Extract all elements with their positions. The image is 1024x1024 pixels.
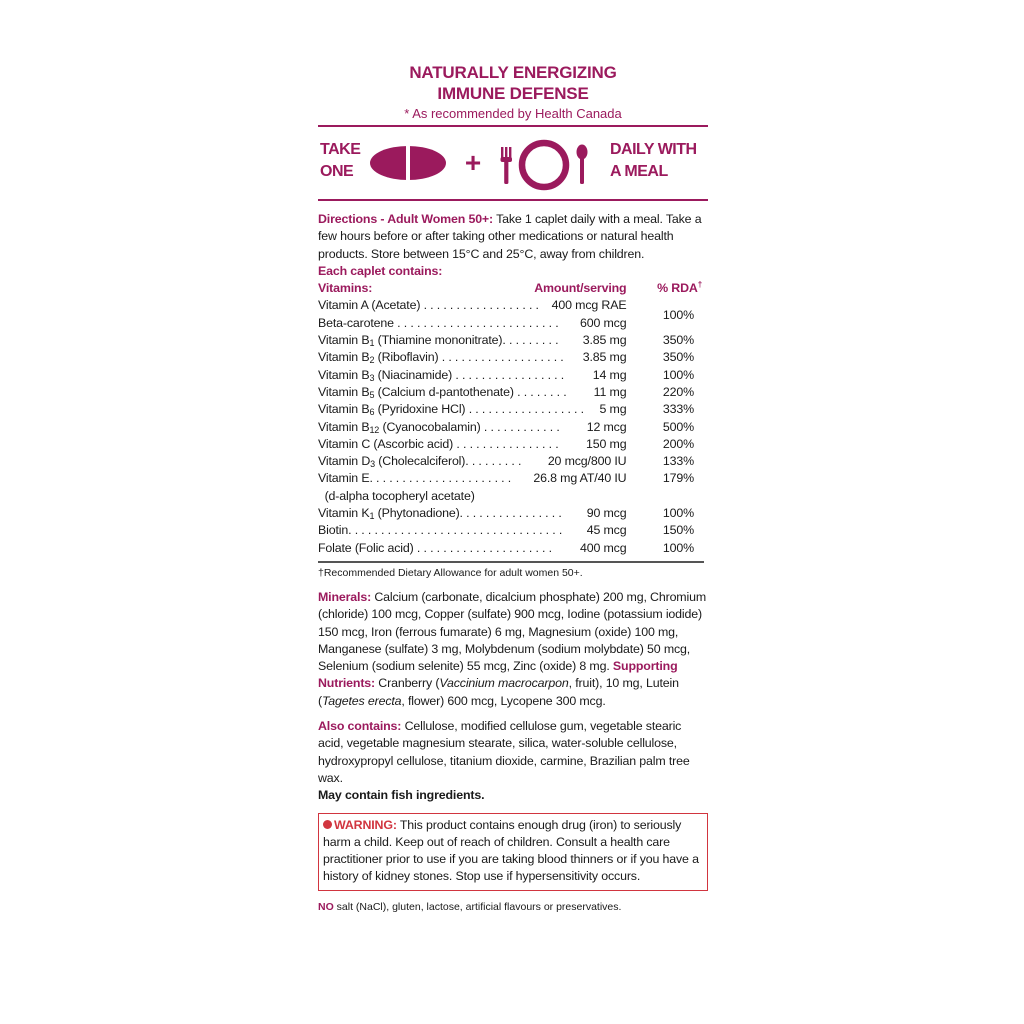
nutrient-name: Beta-carotene bbox=[318, 315, 394, 330]
rda-value: 100% bbox=[662, 367, 694, 382]
directions bbox=[318, 211, 708, 263]
plus-sign: + bbox=[464, 147, 482, 178]
rda-value bbox=[624, 488, 704, 505]
nutrient-subscript: 1 bbox=[369, 338, 375, 349]
nutrient-name: Vitamin B bbox=[318, 350, 370, 365]
nutrient-name: (d-alpha tocopheryl acetate) bbox=[318, 488, 475, 503]
fork-icon bbox=[501, 147, 513, 184]
vitamin-table bbox=[318, 280, 704, 557]
supporting-nutrients-label: Supporting Nutrients: bbox=[318, 659, 678, 691]
rda-value: 133% bbox=[662, 454, 694, 469]
nutrient-cell bbox=[318, 401, 627, 418]
rda-dagger: † bbox=[697, 280, 702, 290]
nutrient-amount: 11 mg bbox=[590, 384, 627, 401]
nutrient-name: Vitamin B bbox=[318, 367, 370, 382]
nutrient-cell bbox=[318, 384, 627, 401]
take-one-text bbox=[320, 139, 360, 183]
nutrient-subscript: 6 bbox=[369, 407, 375, 418]
leader-dots: . . . . . . . . . bbox=[465, 454, 522, 469]
nutrient-subscript: 1 bbox=[369, 511, 375, 522]
leader-dots: . . . . . . . . . . . . . . . . bbox=[453, 436, 559, 451]
divider-bottom bbox=[318, 199, 708, 201]
leader-dots: . . . . . . . . . . . . . . . . . . . . . . . . . bbox=[393, 315, 559, 330]
col-header-rda: % RDA bbox=[657, 281, 698, 296]
supporting-italic-2: Tagetes erecta bbox=[321, 693, 402, 708]
free-from-note bbox=[318, 901, 708, 913]
leader-dots: . . . . . . . . bbox=[513, 384, 567, 399]
leader-dots: . . . . . . . . . . . . bbox=[480, 419, 560, 434]
daily-line-2: A MEAL bbox=[610, 163, 668, 180]
also-contains-label: Also contains: bbox=[318, 719, 402, 734]
nutrient-cell bbox=[318, 453, 627, 470]
also-contains-section bbox=[318, 718, 708, 787]
nutrient-cell bbox=[318, 436, 627, 453]
warning-text: This product contains enough drug (iron) to seriously harm a child. Keep out of reach of children. Consult a health care practitioner prior to use if you are taking blood thinners or if you have a history of kidney stones. Stop use if hypersensitivity occurs. bbox=[323, 817, 699, 884]
rda-value: 100% bbox=[662, 540, 694, 555]
rda-value: 350% bbox=[662, 333, 694, 348]
nutrient-amount: 150 mg bbox=[582, 436, 626, 453]
rda-footnote: †Recommended Dietary Allowance for adult women 50+. bbox=[318, 566, 583, 579]
rda-value: 150% bbox=[662, 523, 694, 538]
table-row bbox=[318, 522, 704, 539]
nutrient-form: (Riboflavin) bbox=[374, 350, 439, 365]
free-from-text: salt (NaCl), gluten, lactose, artificial flavours or preservatives. bbox=[333, 900, 622, 913]
leader-dots: . . . . . . . . . bbox=[502, 333, 559, 348]
daily-line-1: DAILY WITH bbox=[610, 141, 697, 158]
nutrient-name: Vitamin B bbox=[318, 384, 370, 399]
nutrient-subscript: 3 bbox=[369, 372, 375, 383]
nutrient-cell bbox=[318, 315, 627, 332]
take-line-2: ONE bbox=[320, 163, 354, 180]
rda-value: 333% bbox=[662, 402, 694, 417]
nutrient-cell bbox=[318, 419, 627, 436]
supplement-label bbox=[318, 62, 708, 913]
nutrient-name: Vitamin C (Ascorbic acid) bbox=[318, 436, 454, 451]
nutrient-amount: 600 mcg bbox=[576, 315, 626, 332]
leader-dots: . . . . . . . . . . . . . . . . . . bbox=[465, 402, 584, 417]
nutrient-amount: 12 mcg bbox=[583, 419, 627, 436]
minerals-label: Minerals: bbox=[318, 589, 372, 604]
leader-dots: . . . . . . . . . . . . . . . . . . . bbox=[438, 350, 564, 365]
table-row bbox=[318, 453, 704, 470]
col-header-vitamins: Vitamins: bbox=[318, 281, 373, 296]
nutrient-amount: 3.85 mg bbox=[579, 332, 627, 349]
nutrient-amount: 45 mcg bbox=[583, 522, 627, 539]
table-row bbox=[318, 470, 704, 487]
nutrient-cell bbox=[318, 505, 627, 522]
table-bottom-rule bbox=[318, 561, 704, 563]
free-from-no: NO bbox=[318, 900, 334, 913]
supporting-text-3: , flower) 600 mcg, Lycopene 300 mcg. bbox=[401, 693, 606, 708]
nutrient-form: (Cholecalciferol) bbox=[375, 454, 466, 469]
nutrient-cell bbox=[318, 470, 627, 487]
take-line-1: TAKE bbox=[320, 141, 361, 158]
directions-text: Take 1 caplet daily with a meal. Take a few hours before or after taking other medications or natural health products. Store between 15°C and 25°C, away from children. bbox=[318, 212, 702, 261]
table-row bbox=[318, 505, 704, 522]
table-header-row bbox=[318, 280, 704, 297]
leader-dots: . . . . . . . . . . . . . . . . . . . . . . bbox=[369, 471, 512, 486]
rda-value: 200% bbox=[662, 436, 694, 451]
table-row bbox=[318, 419, 704, 436]
nutrient-amount: 3.85 mg bbox=[579, 349, 627, 366]
nutrient-cell bbox=[318, 349, 627, 366]
daily-with-meal-text bbox=[610, 139, 697, 183]
warning-box bbox=[318, 813, 708, 891]
leader-dots: . . . . . . . . . . . . . . . . . . . . . . . . . . . . . . . . . bbox=[348, 523, 563, 538]
fish-warning: May contain fish ingredients. bbox=[318, 788, 485, 803]
col-header-amount: Amount/serving bbox=[534, 281, 627, 296]
col-header-vitamins-amount bbox=[318, 280, 627, 297]
nutrient-cell bbox=[318, 367, 627, 384]
minerals-section bbox=[318, 589, 708, 710]
nutrient-name: Biotin bbox=[318, 523, 349, 538]
rda-value: 220% bbox=[662, 384, 694, 399]
nutrient-form: (Pyridoxine HCl) bbox=[374, 402, 466, 417]
nutrient-cell bbox=[318, 540, 627, 557]
nutrient-name: Vitamin E bbox=[318, 471, 370, 486]
table-row bbox=[318, 384, 704, 401]
nutrient-name: Folate (Folic acid) bbox=[318, 540, 414, 555]
table-row bbox=[318, 332, 704, 349]
nutrient-cell bbox=[318, 332, 627, 349]
table-row bbox=[318, 436, 704, 453]
nutrient-subscript: 3 bbox=[370, 459, 375, 470]
nutrient-amount: 400 mcg RAE bbox=[548, 297, 627, 314]
nutrient-name: Vitamin A (Acetate) bbox=[318, 298, 421, 313]
nutrient-subscript: 5 bbox=[369, 389, 375, 400]
nutrient-name: Vitamin B bbox=[318, 402, 370, 417]
rda-value: 100% bbox=[662, 506, 694, 521]
nutrient-cell bbox=[318, 522, 627, 539]
nutrient-name: Vitamin K bbox=[318, 506, 370, 521]
caplet-icon bbox=[370, 144, 446, 182]
warning-label: WARNING: bbox=[334, 817, 397, 832]
supporting-text-1: Cranberry ( bbox=[375, 676, 440, 691]
rda-value: 350% bbox=[662, 350, 694, 365]
minerals-text: Calcium (carbonate, dicalcium phosphate) 200 mg, Chromium (chloride) 100 mcg, Copper (sulfate) 900 mcg, Iodine (potassium iodide) 150 mcg, Iron (ferrous fumarate) 6 mg, Magnesium (oxide) 100 mg, Manganese (sulfate) 3 mg, Molybdenum (sodium molybdate) 50 mcg, Selenium (sodium selenite) 55 mcg, Zinc (oxide) 8 mg. bbox=[318, 589, 706, 674]
table-caption: Each caplet contains: bbox=[318, 263, 443, 278]
nutrient-form: (Thiamine mononitrate) bbox=[374, 333, 503, 348]
nutrient-form: (Niacinamide) bbox=[374, 367, 453, 382]
nutrient-name: Vitamin B bbox=[318, 419, 370, 434]
nutrient-amount: 20 mcg/800 IU bbox=[544, 453, 627, 470]
supporting-text-2: , fruit), 10 mg, Lutein ( bbox=[318, 676, 679, 708]
nutrient-name: Vitamin D bbox=[318, 454, 371, 469]
leader-dots: . . . . . . . . . . . . . . . . . bbox=[452, 367, 565, 382]
nutrient-cell bbox=[318, 488, 624, 505]
dosage-banner bbox=[318, 127, 708, 199]
nutrient-form: (Cyanocobalamin) bbox=[379, 419, 481, 434]
rda-value: 179% bbox=[662, 471, 694, 486]
warning-dot-icon bbox=[323, 820, 332, 829]
health-canada-note: * As recommended by Health Canada bbox=[404, 106, 622, 121]
directions-label: Directions - Adult Women 50+: bbox=[318, 212, 493, 226]
table-row bbox=[318, 401, 704, 418]
nutrient-subscript: 2 bbox=[369, 355, 375, 366]
leader-dots: . . . . . . . . . . . . . . . . . . . . . bbox=[413, 540, 552, 555]
col-header-rda-cell bbox=[624, 280, 704, 297]
table-row bbox=[318, 349, 704, 366]
headline-line-1: NATURALLY ENERGIZING bbox=[409, 63, 617, 82]
nutrient-name: Vitamin B bbox=[318, 333, 370, 348]
nutrient-amount: 400 mcg bbox=[576, 540, 626, 557]
dosage-icons bbox=[366, 127, 606, 199]
also-contains-text: Cellulose, modified cellulose gum, vegetable stearic acid, vegetable magnesium stearate, silica, water-soluble cellulose, hydroxypropyl cellulose, titanium dioxide, carmine, Brazilian palm tree wax. bbox=[318, 719, 690, 785]
leader-dots: . . . . . . . . . . . . . . . . bbox=[459, 506, 562, 521]
nutrient-form: (Calcium d-pantothenate) bbox=[374, 384, 514, 399]
table-row bbox=[318, 367, 704, 384]
nutrient-form: (Phytonadione) bbox=[374, 506, 460, 521]
rda-value: 100% bbox=[662, 307, 694, 322]
headline-line-2: IMMUNE DEFENSE bbox=[437, 84, 589, 103]
leader-dots: . . . . . . . . . . . . . . . . . . bbox=[420, 298, 539, 313]
nutrient-amount: 26.8 mg AT/40 IU bbox=[529, 470, 626, 487]
table-row bbox=[318, 488, 704, 505]
nutrient-amount: 90 mcg bbox=[583, 505, 627, 522]
table-row bbox=[318, 540, 704, 557]
plate-icon bbox=[522, 143, 566, 187]
table-row bbox=[318, 315, 704, 332]
nutrient-amount: 14 mg bbox=[589, 367, 627, 384]
supporting-italic-1: Vaccinium macrocarpon bbox=[439, 676, 569, 691]
nutrient-cell bbox=[318, 297, 627, 314]
nutrient-subscript: 12 bbox=[369, 424, 380, 435]
nutrient-amount: 5 mg bbox=[596, 401, 627, 418]
product-headline bbox=[318, 62, 708, 104]
rda-value: 500% bbox=[662, 419, 694, 434]
spoon-icon bbox=[577, 145, 588, 185]
vitamin-rows bbox=[318, 297, 704, 556]
